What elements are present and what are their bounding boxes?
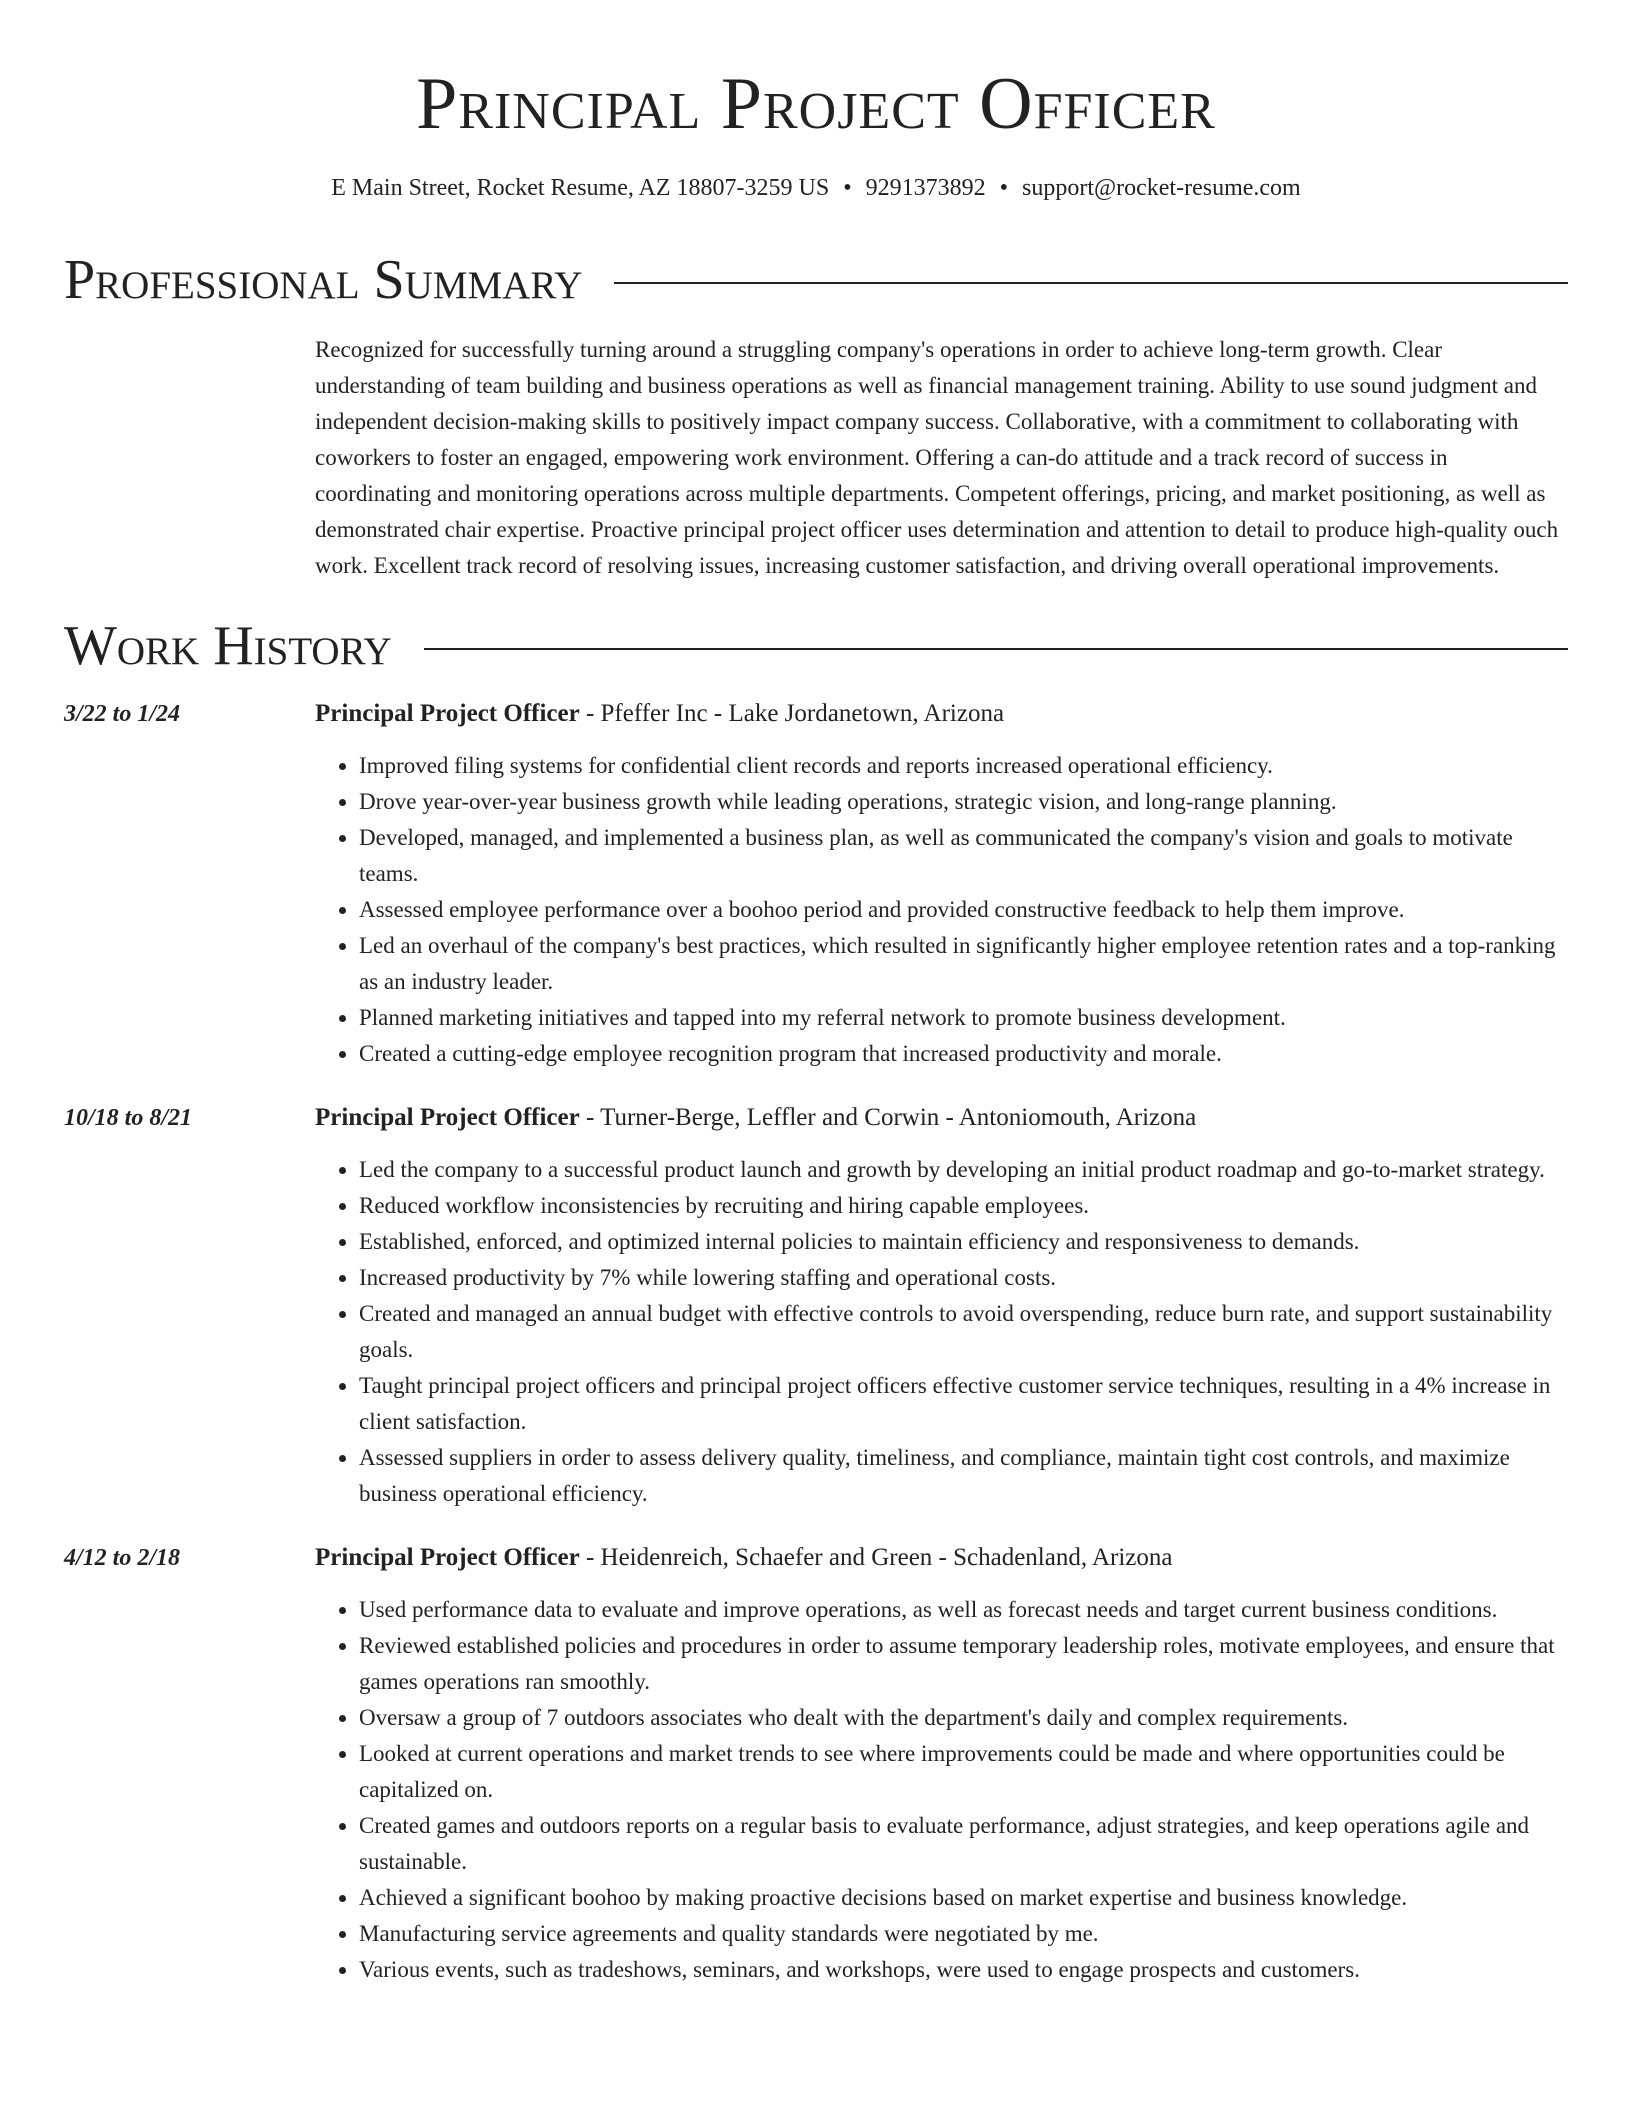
job-body bbox=[315, 1102, 1568, 1512]
contact-separator: • bbox=[999, 175, 1009, 201]
list-item: • Created games and outdoors reports on a regular basis to evaluate performance, adjust strategies, and keep operations agile and sustainable. bbox=[359, 1808, 1568, 1880]
list-item: • Used performance data to evaluate and improve operations, as well as forecast needs and target current business conditions. bbox=[359, 1592, 1568, 1628]
section-heading-work-history: Work History bbox=[64, 615, 392, 677]
job-entry bbox=[64, 698, 1568, 1072]
contact-separator: • bbox=[843, 175, 852, 201]
list-item: • Looked at current operations and market trends to see where improvements could be made and where opportunities could be capitalized on. bbox=[359, 1736, 1568, 1808]
list-item: • Various events, such as tradeshows, seminars, and workshops, were used to engage prospects and customers. bbox=[359, 1952, 1568, 1988]
list-item: • Planned marketing initiatives and tapped into my referral network to promote business development. bbox=[359, 1000, 1568, 1036]
section-heading-summary: Professional Summary bbox=[64, 249, 583, 311]
list-item: • Established, enforced, and optimized internal policies to maintain efficiency and responsiveness to demands. bbox=[359, 1224, 1568, 1260]
list-item: • Developed, managed, and implemented a business plan, as well as communicated the company's vision and goals to motivate teams. bbox=[359, 820, 1568, 892]
candidate-name: Principal Project Officer bbox=[416, 63, 1216, 145]
list-item: • Increased productivity by 7% while lowering staffing and operational costs. bbox=[359, 1260, 1568, 1296]
list-item: • Reviewed established policies and procedures in order to assume temporary leadership roles, motivate employees, and ensure that games operations ran smoothly. bbox=[359, 1628, 1568, 1700]
summary-text: Recognized for successfully turning around a struggling company's operations in order to achieve long-term growth. Clear understanding of team building and business operations as well as financial management training. Ability to use sound judgment and independent decision-making skills to positively impact company success. Collaborative, with a commitment to collaborating with coworkers to foster an engaged, empowering work environment. Offering a can-do attitude and a track record of success in coordinating and monitoring operations across multiple departments. Competent offerings, pricing, and market positioning, as well as demonstrated chair expertise. Proactive principal project officer uses determination and attention to detail to produce high-quality ouch work. Excellent track record of resolving issues, increasing customer satisfaction, and driving overall operational improvements. bbox=[315, 337, 1559, 578]
job-employer-location: - Heidenreich, Schaefer and Green - Schadenland, Arizona bbox=[579, 1544, 1173, 1571]
list-item: • Improved filing systems for confidential client records and reports increased operational efficiency. bbox=[359, 748, 1568, 784]
job-dates: 10/18 to 8/21 bbox=[64, 1105, 193, 1131]
job-entry bbox=[64, 1102, 1568, 1512]
list-item: • Assessed employee performance over a boohoo period and provided constructive feedback to help them improve. bbox=[359, 892, 1568, 928]
section-divider bbox=[614, 282, 1568, 284]
list-item: • Led an overhaul of the company's best practices, which resulted in significantly higher employee retention rates and a top-ranking as an industry leader. bbox=[359, 928, 1568, 1000]
contact-phone: 9291373892 bbox=[865, 175, 986, 201]
job-body bbox=[315, 1542, 1568, 1988]
job-title-line bbox=[315, 698, 1568, 730]
job-title: Principal Project Officer bbox=[315, 1104, 580, 1131]
list-item: • Reduced workflow inconsistencies by recruiting and hiring capable employees. bbox=[359, 1188, 1568, 1224]
job-bullet-list bbox=[315, 748, 1568, 1072]
professional-summary-header bbox=[64, 248, 1568, 312]
list-item: • Created and managed an annual budget with effective controls to avoid overspending, reduce burn rate, and support sustainability goals. bbox=[359, 1296, 1568, 1368]
job-title-line bbox=[315, 1542, 1568, 1574]
list-item: • Manufacturing service agreements and quality standards were negotiated by me. bbox=[359, 1916, 1568, 1952]
job-title: Principal Project Officer bbox=[315, 1544, 580, 1571]
job-employer-location: - Pfeffer Inc - Lake Jordanetown, Arizona bbox=[579, 700, 1005, 727]
job-bullet-list bbox=[315, 1152, 1568, 1512]
list-item: • Led the company to a successful product launch and growth by developing an initial product roadmap and go-to-market strategy. bbox=[359, 1152, 1568, 1188]
job-dates: 3/22 to 1/24 bbox=[64, 701, 181, 727]
list-item: • Drove year-over-year business growth while leading operations, strategic vision, and long-range planning. bbox=[359, 784, 1568, 820]
job-title-line bbox=[315, 1102, 1568, 1134]
job-body bbox=[315, 698, 1568, 1072]
section-divider bbox=[424, 648, 1568, 650]
list-item: • Assessed suppliers in order to assess delivery quality, timeliness, and compliance, maintain tight cost controls, and maximize business operational efficiency. bbox=[359, 1440, 1568, 1512]
list-item: • Oversaw a group of 7 outdoors associates who dealt with the department's daily and complex requirements. bbox=[359, 1700, 1568, 1736]
contact-email: support@rocket-resume.com bbox=[1022, 175, 1301, 201]
job-entry bbox=[64, 1542, 1568, 1988]
list-item: • Taught principal project officers and principal project officers effective customer service techniques, resulting in a 4% increase in client satisfaction. bbox=[359, 1368, 1568, 1440]
job-bullet-list bbox=[315, 1592, 1568, 1988]
job-dates: 4/12 to 2/18 bbox=[64, 1545, 181, 1571]
contact-line bbox=[64, 172, 1568, 204]
list-item: • Achieved a significant boohoo by making proactive decisions based on market expertise and business knowledge. bbox=[359, 1880, 1568, 1916]
work-history-header bbox=[64, 614, 1568, 678]
list-item: • Created a cutting-edge employee recognition program that increased productivity and morale. bbox=[359, 1036, 1568, 1072]
contact-address: E Main Street, Rocket Resume, AZ 18807-3259 US bbox=[331, 175, 830, 201]
job-employer-location: - Turner-Berge, Leffler and Corwin - Antoniomouth, Arizona bbox=[579, 1104, 1197, 1131]
job-title: Principal Project Officer bbox=[315, 700, 580, 727]
